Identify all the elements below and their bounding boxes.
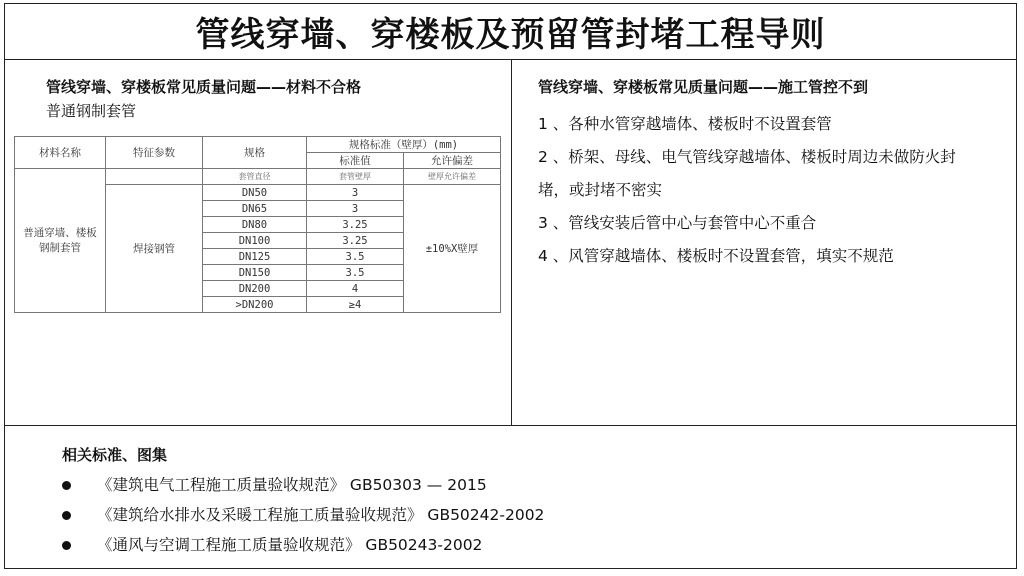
- standard-text: 《通风与空调工程施工质量验收规范》 GB50243-2002: [97, 536, 483, 554]
- material-issue-heading: 管线穿墙、穿楼板常见质量问题——材料不合格: [46, 78, 362, 96]
- table-cell-spec: DN50: [203, 185, 307, 201]
- list-item: [62, 500, 544, 530]
- bullet-icon: [62, 481, 71, 490]
- header-spec: 规格: [203, 137, 307, 169]
- header-material: 材料名称: [15, 137, 106, 169]
- table-cell-spec: DN80: [203, 217, 307, 233]
- table-cell-spec: DN200: [203, 281, 307, 297]
- table-cell-value: 3.5: [307, 265, 404, 281]
- issue-list: [538, 108, 978, 273]
- bullet-icon: [62, 511, 71, 520]
- standard-text: 《建筑电气工程施工质量验收规范》 GB50303 — 2015: [97, 476, 487, 494]
- standards-list: [62, 470, 544, 560]
- header-standard-value: 标准值: [307, 153, 404, 169]
- list-item: 4 、风管穿越墙体、楼板时不设置套管，填实不规范: [538, 247, 894, 265]
- table-cell-value: 3.5: [307, 249, 404, 265]
- cell-empty: [106, 169, 203, 185]
- subheader-diameter: 套管直径: [203, 169, 307, 185]
- list-item: [62, 470, 544, 500]
- list-item: 2 、桥架、母线、电气管线穿越墙体、楼板时周边未做防火封堵，或封堵不密实: [538, 148, 956, 199]
- bottom-panel: [4, 425, 1017, 569]
- subheader-wall: 套管壁厚: [307, 169, 404, 185]
- table-cell-spec: >DN200: [203, 297, 307, 313]
- construction-issue-heading: 管线穿墙、穿楼板常见质量问题——施工管控不到: [538, 78, 869, 96]
- sleeve-subheading: 普通钢制套管: [46, 102, 137, 120]
- table-cell-value: 3.25: [307, 233, 404, 249]
- list-item: [62, 530, 544, 560]
- table-cell-value: 3: [307, 185, 404, 201]
- title-bar: [4, 3, 1017, 60]
- table-cell-value: 3: [307, 201, 404, 217]
- standard-text: 《建筑给水排水及采暖工程施工质量验收规范》 GB50242-2002: [97, 506, 545, 524]
- table-cell-value: 4: [307, 281, 404, 297]
- header-standard: 规格标准（壁厚）(mm): [307, 137, 501, 153]
- table-cell-spec: DN100: [203, 233, 307, 249]
- page-title: 管线穿墙、穿楼板及预留管封堵工程导则: [195, 14, 826, 55]
- right-panel: [512, 60, 1017, 425]
- bullet-icon: [62, 541, 71, 550]
- left-panel: [4, 60, 512, 425]
- table-cell-spec: DN150: [203, 265, 307, 281]
- cell-feature: 焊接钢管: [106, 185, 203, 313]
- table-cell-value: ≥4: [307, 297, 404, 313]
- subheader-tolerance: 壁厚允许偏差: [404, 169, 501, 185]
- cell-tolerance: ±10%X壁厚: [404, 185, 501, 313]
- list-item: 3 、管线安装后管中心与套管中心不重合: [538, 214, 817, 232]
- table-cell-spec: DN125: [203, 249, 307, 265]
- header-feature: 特征参数: [106, 137, 203, 169]
- cell-material: 普通穿墙、楼板钢制套管: [15, 169, 106, 313]
- header-tolerance: 允许偏差: [404, 153, 501, 169]
- table-cell-value: 3.25: [307, 217, 404, 233]
- table-cell-spec: DN65: [203, 201, 307, 217]
- sleeve-spec-table: [14, 136, 501, 313]
- list-item: 1 、各种水管穿越墙体、楼板时不设置套管: [538, 115, 832, 133]
- standards-heading: 相关标准、图集: [62, 446, 168, 464]
